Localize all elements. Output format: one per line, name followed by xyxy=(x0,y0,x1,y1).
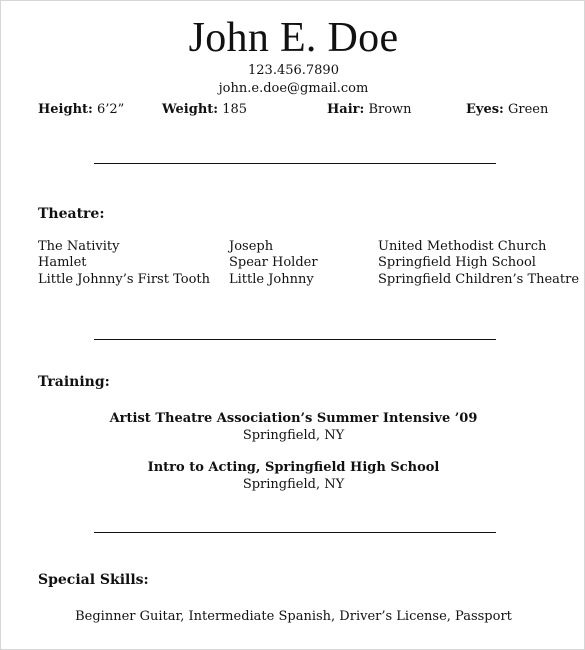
credit-show: Hamlet xyxy=(38,255,87,270)
stat-hair xyxy=(327,102,412,118)
stat-weight xyxy=(162,102,247,118)
stat-eyes-label: Eyes: xyxy=(466,102,504,117)
stat-eyes xyxy=(466,102,548,118)
training-program: Artist Theatre Association’s Summer Intensive ’09 xyxy=(109,411,478,426)
credit-venue: Springfield Children’s Theatre xyxy=(378,272,580,287)
training-location: Springfield, NY xyxy=(242,428,345,443)
training-location: Springfield, NY xyxy=(242,477,345,492)
credit-show: Little Johnny’s First Tooth xyxy=(38,272,210,287)
credit-show: The Nativity xyxy=(38,239,120,254)
stat-height xyxy=(38,102,124,118)
section-divider xyxy=(94,339,496,340)
stat-height-label: Height: xyxy=(38,102,93,117)
credit-role: Spear Holder xyxy=(229,255,318,270)
stat-weight-value: 185 xyxy=(222,102,248,117)
stat-hair-label: Hair: xyxy=(327,102,365,117)
skills-heading: Special Skills: xyxy=(38,572,149,588)
theatre-heading: Theatre: xyxy=(38,206,105,222)
section-divider xyxy=(94,532,496,533)
stat-height-value: 6’2” xyxy=(96,102,125,117)
credit-venue: Springfield High School xyxy=(378,255,536,270)
phone-number: 123.456.7890 xyxy=(248,63,339,78)
stat-eyes-value: Green xyxy=(508,102,549,117)
actor-name: John E. Doe xyxy=(188,15,399,61)
credit-role: Little Johnny xyxy=(229,272,314,287)
stat-weight-label: Weight: xyxy=(162,102,219,117)
training-heading: Training: xyxy=(38,374,110,390)
stat-hair-value: Brown xyxy=(368,102,412,117)
skills-list: Beginner Guitar, Intermediate Spanish, Driver’s License, Passport xyxy=(75,609,512,624)
credit-role: Joseph xyxy=(229,239,274,254)
credit-venue: United Methodist Church xyxy=(378,239,547,254)
email-address: john.e.doe@gmail.com xyxy=(218,81,369,96)
section-divider xyxy=(94,163,496,164)
training-program: Intro to Acting, Springfield High School xyxy=(147,460,440,475)
